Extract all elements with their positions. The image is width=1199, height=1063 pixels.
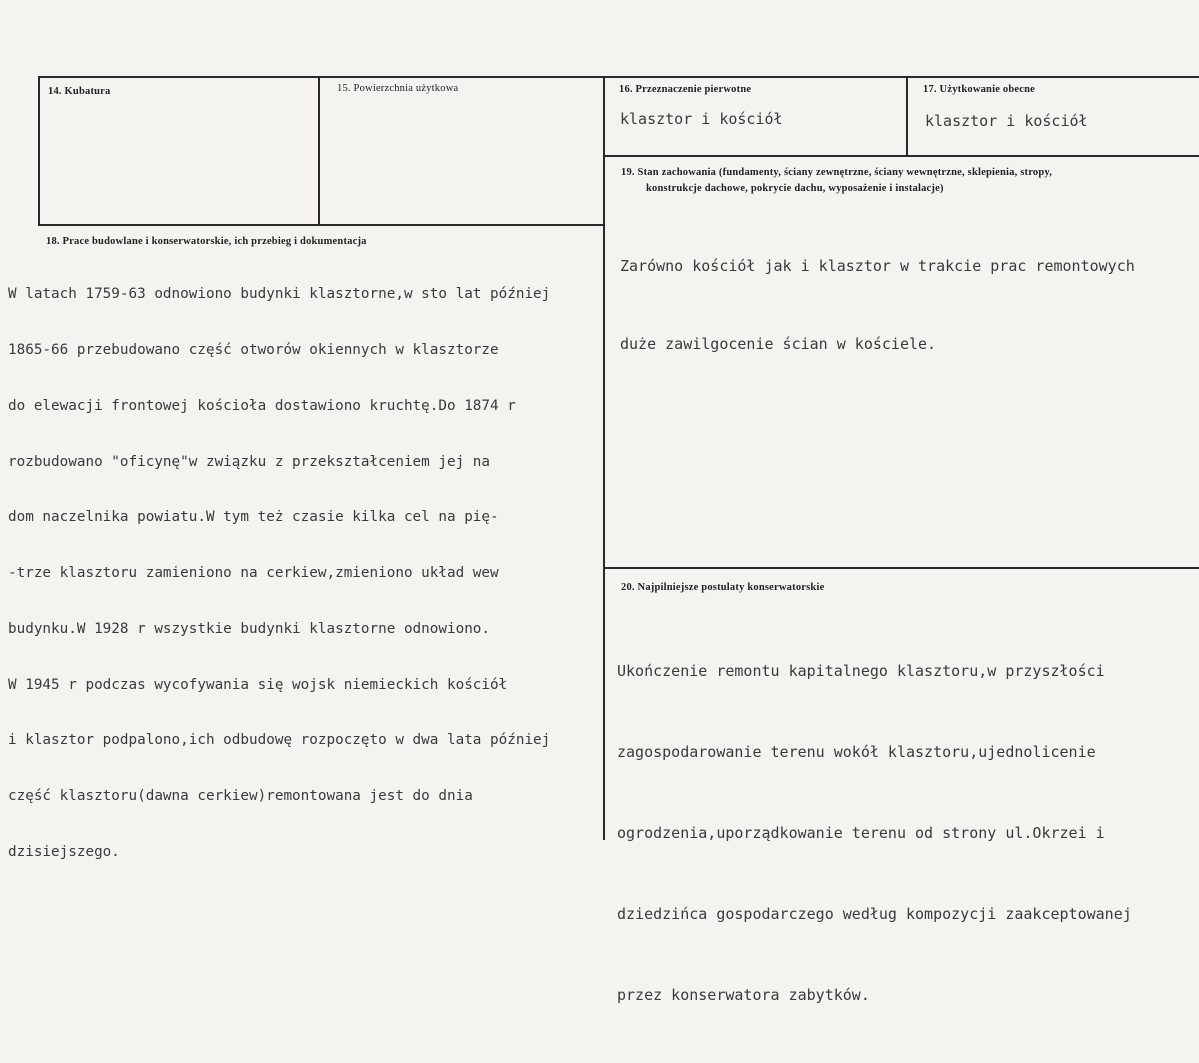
field-16-value: klasztor i kościół — [620, 110, 783, 128]
field-18-line: dzisiejszego. — [8, 844, 120, 860]
field-20-text — [617, 604, 1132, 1063]
field-18-line: i klasztor podpalono,ich odbudowę rozpoczęto w dwa lata później — [8, 732, 551, 749]
field-19-label — [621, 165, 1052, 197]
field-17-value: klasztor i kościół — [925, 112, 1088, 130]
field-18-line: część klasztoru(dawna cerkiew)remontowana jest do dnia — [8, 788, 473, 805]
divider-15-16 — [603, 76, 605, 840]
field-17-label: 17. Użytkowanie obecne — [923, 84, 1036, 95]
field-20-line: dziedzińca gospodarczego według kompozycji zaakceptowanej — [617, 905, 1132, 923]
divider-16-19 — [603, 155, 1199, 157]
field-18-line: do elewacji frontowej kościoła dostawiono kruchtę.Do 1874 r — [8, 397, 516, 414]
form-border-top — [38, 76, 1199, 78]
field-20-line: zagospodarowanie terenu wokół klasztoru,ujednolicenie — [617, 743, 1096, 761]
field-20-label: 20. Najpilniejsze postulaty konserwatorskie — [621, 582, 825, 593]
field-19-line: duże zawilgocenie ścian w kościele. — [620, 335, 937, 353]
divider-14-15 — [318, 76, 320, 226]
field-14-label: 14. Kubatura — [48, 86, 111, 97]
field-16-label: 16. Przeznaczenie pierwotne — [619, 84, 752, 95]
field-18-label: 18. Prace budowlane i konserwatorskie, ich przebieg i dokumentacja — [46, 236, 367, 247]
field-19-label-main: 19. Stan zachowania (fundamenty, ściany zewnętrzne, ściany wewnętrzne, sklepienia, stropy, — [621, 167, 1053, 178]
field-20-line: Ukończenie remontu kapitalnego klasztoru,w przyszłości — [617, 662, 1105, 680]
field-15-label: 15. Powierzchnia użytkowa — [337, 83, 459, 94]
field-18-line: dom naczelnika powiatu.W tym też czasie kilka cel na pię- — [8, 509, 499, 526]
field-19-line: Zarówno kościół jak i klasztor w trakcie prac remontowych — [620, 257, 1135, 275]
field-18-line: W latach 1759-63 odnowiono budynki klasztorne,w sto lat później — [8, 286, 551, 303]
field-19-label-detail: konstrukcje dachowe, pokrycie dachu, wyposażenie i instalacje) — [646, 183, 944, 194]
field-18-line: 1865-66 przebudowano część otworów okiennych w klasztorze — [8, 341, 499, 358]
field-18-line: rozbudowano "oficynę"w związku z przekształceniem jej na — [8, 453, 491, 470]
divider-16-17 — [906, 76, 908, 156]
divider-19-20 — [603, 567, 1199, 569]
field-20-line: ogrodzenia,uporządkowanie terenu od strony ul.Okrzei i — [617, 824, 1105, 842]
form-border-left — [38, 76, 40, 226]
field-18-text — [8, 248, 550, 899]
field-18-line: W 1945 r podczas wycofywania się wojsk niemieckich kościół — [8, 676, 508, 693]
field-19-text — [620, 201, 1135, 409]
field-20-line: przez konserwatora zabytków. — [617, 986, 870, 1004]
field-18-line: -trze klasztoru zamieniono na cerkiew,zmieniono układ wew — [8, 565, 499, 582]
field-18-line: budynku.W 1928 r wszystkie budynki klasztorne odnowiono. — [8, 620, 491, 637]
divider-14-18 — [38, 224, 604, 226]
